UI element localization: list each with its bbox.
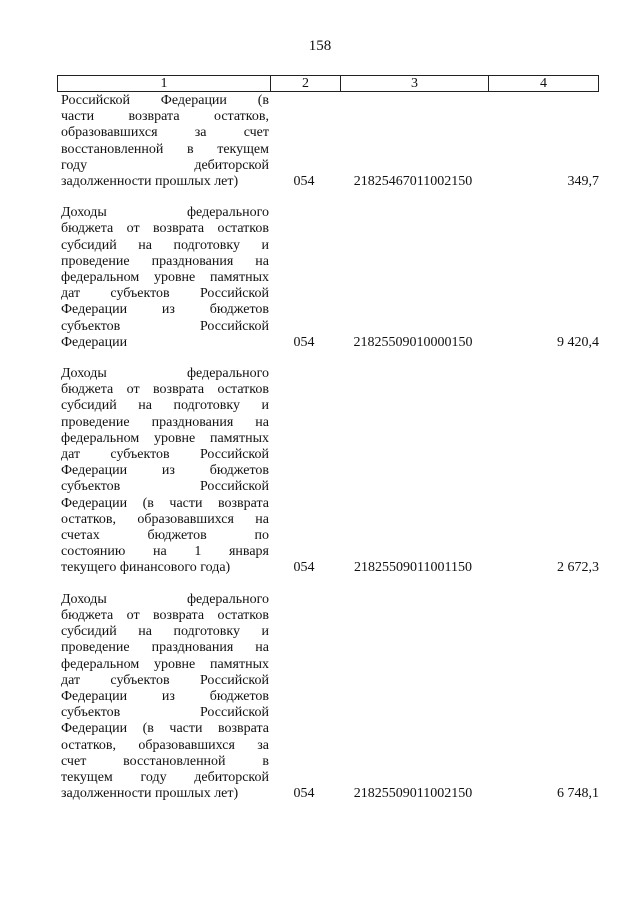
- row-budget-code: 21825509011002150: [353, 786, 473, 802]
- description-line: остатков, образовавшихся на: [61, 511, 269, 527]
- description-line: Федерации из бюджетов: [61, 463, 269, 479]
- row-budget-code: 21825509011001150: [354, 560, 472, 576]
- header-col-1: 1: [160, 76, 168, 91]
- description-line: дат субъектов Российской: [61, 447, 269, 463]
- row-amount: 349,7: [567, 174, 599, 190]
- description-line: Доходы федерального: [61, 591, 269, 607]
- row-admin-code: 054: [293, 334, 315, 350]
- description-line: состоянию на 1 января: [61, 544, 269, 560]
- description-line: текущем году дебиторской: [61, 769, 269, 785]
- description-line: Российской Федерации (в: [61, 93, 269, 108]
- description-line: субъектов Российской: [61, 705, 269, 721]
- header-col-2: 2: [270, 76, 340, 91]
- description-line: текущего финансового года): [61, 560, 231, 576]
- row-budget-code: 21825467011002150: [353, 174, 473, 190]
- description-line: восстановленной в текущем: [61, 141, 269, 157]
- header-col-4: 4: [488, 76, 598, 91]
- description-line: дат субъектов Российской: [61, 286, 269, 302]
- row-amount: 9 420,4: [557, 334, 599, 350]
- description-line: бюджета от возврата остатков: [61, 382, 269, 398]
- description-line: субсидий на подготовку и: [61, 398, 269, 414]
- row-admin-code: 054: [293, 174, 315, 190]
- row-budget-code: 21825509010000150: [353, 334, 473, 350]
- header-col-3: 3: [340, 76, 488, 91]
- row-amount: 2 672,3: [557, 560, 599, 576]
- description-line: Федерации из бюджетов: [61, 302, 269, 318]
- table-row: [57, 366, 599, 577]
- description-line: Федерации (в части возврата: [61, 495, 269, 511]
- description-line: бюджета от возврата остатков: [61, 607, 269, 623]
- description-line: счет восстановленной в: [61, 753, 269, 769]
- description-line: субсидий на подготовку и: [61, 624, 269, 640]
- description-line: Доходы федерального: [61, 366, 269, 382]
- row-description: [57, 93, 269, 190]
- description-line: проведение празднования на: [61, 253, 269, 269]
- table-body: [57, 93, 599, 802]
- description-line: субъектов Российской: [61, 318, 269, 334]
- row-amount: 6 748,1: [557, 786, 599, 802]
- description-line: задолженности прошлых лет): [61, 786, 239, 802]
- row-description: [57, 366, 269, 577]
- description-line: Федерации из бюджетов: [61, 688, 269, 704]
- description-line: проведение празднования на: [61, 640, 269, 656]
- description-line: проведение празднования на: [61, 414, 269, 430]
- table-row: [57, 592, 599, 803]
- table-row: [57, 93, 599, 190]
- description-line: остатков, образовавшихся за: [61, 737, 269, 753]
- table-row: [57, 205, 599, 351]
- description-line: задолженности прошлых лет): [61, 174, 239, 190]
- description-line: субъектов Российской: [61, 479, 269, 495]
- row-admin-code: 054: [293, 560, 315, 576]
- description-line: образовавшихся за счет: [61, 125, 269, 141]
- row-description: [57, 205, 269, 351]
- page-number: 158: [308, 38, 332, 54]
- description-line: Федерации: [61, 334, 128, 350]
- description-line: Доходы федерального: [61, 205, 269, 221]
- description-line: дат субъектов Российской: [61, 672, 269, 688]
- table-header: [57, 75, 599, 92]
- description-line: федеральном уровне памятных: [61, 430, 269, 446]
- row-admin-code: 054: [293, 786, 315, 802]
- description-line: федеральном уровне памятных: [61, 656, 269, 672]
- description-line: части возврата остатков,: [61, 109, 269, 125]
- description-line: федеральном уровне памятных: [61, 270, 269, 286]
- row-description: [57, 592, 269, 803]
- description-line: бюджета от возврата остатков: [61, 221, 269, 237]
- description-line: году дебиторской: [61, 157, 269, 173]
- description-line: субсидий на подготовку и: [61, 237, 269, 253]
- description-line: Федерации (в части возврата: [61, 721, 269, 737]
- description-line: счетах бюджетов по: [61, 528, 269, 544]
